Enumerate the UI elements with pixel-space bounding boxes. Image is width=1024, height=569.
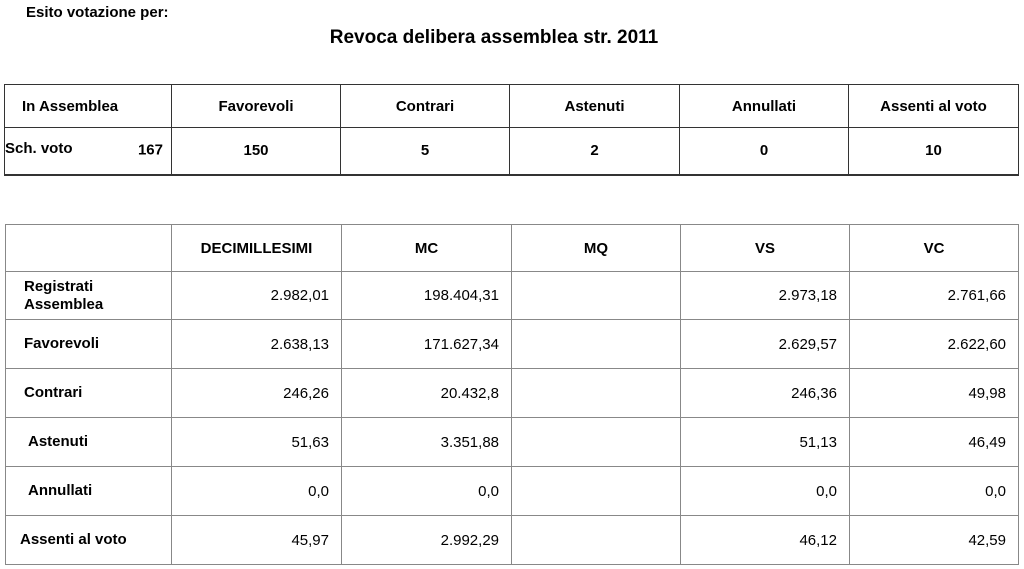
summary-values-row bbox=[5, 128, 1019, 175]
page-title: Revoca delibera assemblea str. 2011 bbox=[329, 27, 659, 48]
cell-mc: 198.404,31 bbox=[342, 272, 512, 320]
row-label-line2: Assemblea bbox=[24, 295, 104, 313]
row-label bbox=[6, 418, 172, 467]
detail-header-row bbox=[6, 225, 1019, 272]
row-label-line1: Assenti al voto bbox=[20, 531, 127, 548]
cell-vs: 0,0 bbox=[681, 467, 850, 516]
cell-mq bbox=[512, 369, 681, 418]
table-row bbox=[6, 418, 1019, 467]
cell-mc: 2.992,29 bbox=[342, 516, 512, 565]
cell-vs: 246,36 bbox=[681, 369, 850, 418]
cell-mq bbox=[512, 272, 681, 320]
favorevoli-count: 150 bbox=[172, 128, 341, 175]
row-label-line1: Contrari bbox=[24, 384, 83, 401]
detail-header-empty bbox=[6, 225, 172, 272]
cell-decimillesimi: 246,26 bbox=[172, 369, 342, 418]
summary-table bbox=[4, 84, 1019, 176]
cell-mq bbox=[512, 516, 681, 565]
table-row bbox=[6, 272, 1019, 320]
cell-vc: 46,49 bbox=[850, 418, 1019, 467]
row-label bbox=[6, 467, 172, 516]
cell-mc: 20.432,8 bbox=[342, 369, 512, 418]
table-row bbox=[6, 369, 1019, 418]
detail-header-mq: MQ bbox=[512, 225, 681, 272]
detail-header-mc: MC bbox=[342, 225, 512, 272]
detail-header-vc: VC bbox=[850, 225, 1019, 272]
summary-header-astenuti: Astenuti bbox=[510, 85, 680, 128]
annullati-count: 0 bbox=[680, 128, 849, 175]
detail-header-vs: VS bbox=[681, 225, 850, 272]
cell-decimillesimi: 2.982,01 bbox=[172, 272, 342, 320]
detail-header-decimillesimi: DECIMILLESIMI bbox=[172, 225, 342, 272]
detail-table bbox=[5, 224, 1019, 565]
contrari-count: 5 bbox=[341, 128, 510, 175]
cell-mq bbox=[512, 320, 681, 369]
row-label bbox=[6, 320, 172, 369]
cell-mc: 171.627,34 bbox=[342, 320, 512, 369]
row-label bbox=[6, 516, 172, 565]
cell-mc: 3.351,88 bbox=[342, 418, 512, 467]
assenti-count: 10 bbox=[849, 128, 1019, 175]
summary-cell-in-assemblea bbox=[5, 128, 172, 175]
cell-decimillesimi: 0,0 bbox=[172, 467, 342, 516]
summary-header-row bbox=[5, 85, 1019, 128]
heading-label: Esito votazione per: bbox=[26, 4, 169, 21]
cell-mq bbox=[512, 467, 681, 516]
detail-body bbox=[6, 272, 1019, 565]
row-label-line1: Registrati bbox=[24, 277, 94, 295]
table-row bbox=[6, 320, 1019, 369]
scheda-voto-label: Sch. voto bbox=[5, 140, 73, 158]
row-label bbox=[6, 272, 172, 320]
cell-decimillesimi: 2.638,13 bbox=[172, 320, 342, 369]
row-label-line1: Astenuti bbox=[28, 433, 88, 450]
cell-vs: 51,13 bbox=[681, 418, 850, 467]
summary-header-assenti: Assenti al voto bbox=[849, 85, 1019, 128]
summary-header-annullati: Annullati bbox=[680, 85, 849, 128]
cell-vs: 2.629,57 bbox=[681, 320, 850, 369]
cell-vc: 2.622,60 bbox=[850, 320, 1019, 369]
summary-header-in-assemblea: In Assemblea bbox=[5, 85, 172, 128]
row-label bbox=[6, 369, 172, 418]
cell-decimillesimi: 51,63 bbox=[172, 418, 342, 467]
table-row bbox=[6, 516, 1019, 565]
cell-vs: 2.973,18 bbox=[681, 272, 850, 320]
astenuti-count: 2 bbox=[510, 128, 680, 175]
cell-vc: 49,98 bbox=[850, 369, 1019, 418]
cell-vc: 0,0 bbox=[850, 467, 1019, 516]
cell-vs: 46,12 bbox=[681, 516, 850, 565]
row-label-line1: Annullati bbox=[28, 482, 93, 499]
cell-mc: 0,0 bbox=[342, 467, 512, 516]
cell-vc: 42,59 bbox=[850, 516, 1019, 565]
summary-header-contrari: Contrari bbox=[341, 85, 510, 128]
table-row bbox=[6, 467, 1019, 516]
in-assemblea-count: 167 bbox=[137, 141, 163, 159]
cell-vc: 2.761,66 bbox=[850, 272, 1019, 320]
summary-header-favorevoli: Favorevoli bbox=[172, 85, 341, 128]
row-label-line1: Favorevoli bbox=[24, 335, 100, 352]
cell-decimillesimi: 45,97 bbox=[172, 516, 342, 565]
cell-mq bbox=[512, 418, 681, 467]
